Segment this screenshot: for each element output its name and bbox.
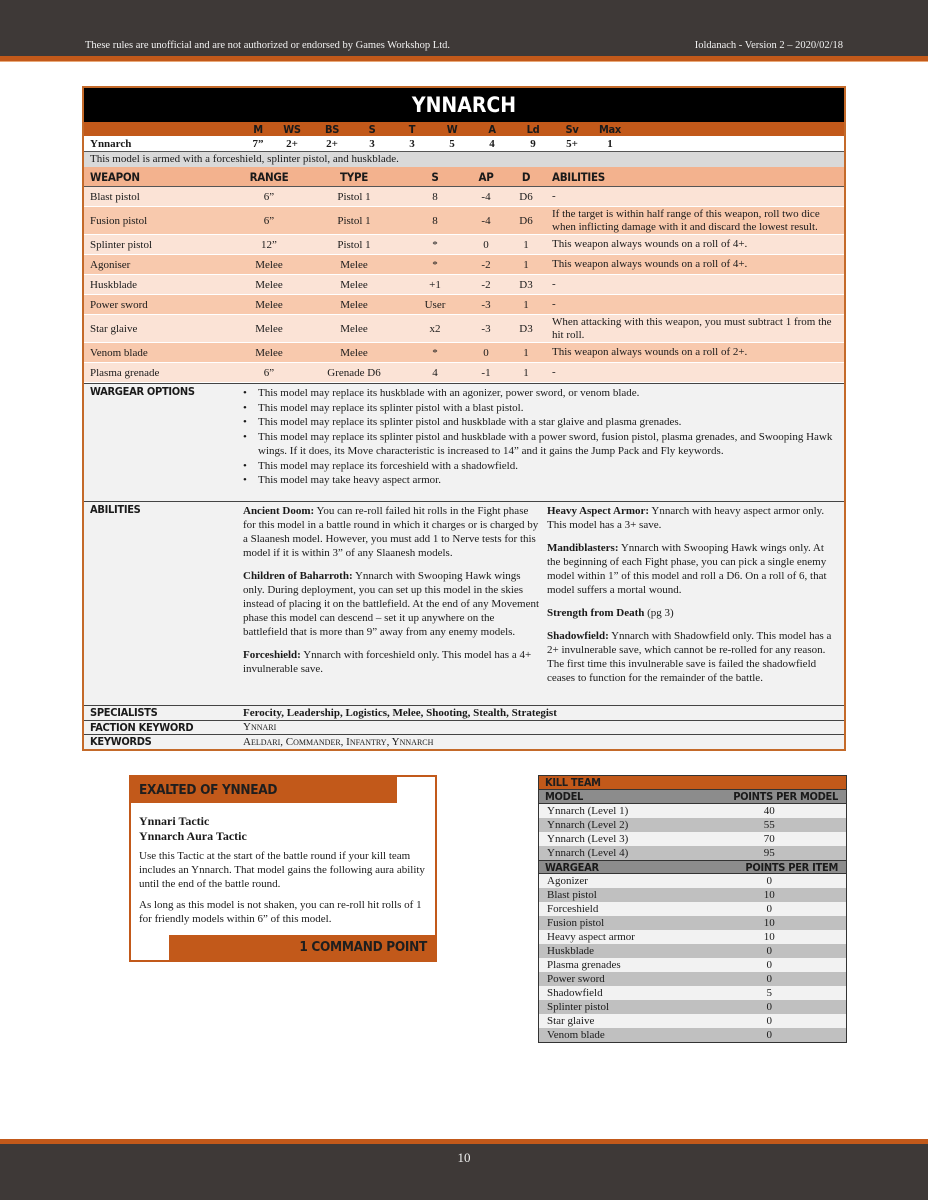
wargear-option: • This model may replace its forceshield with a shadowfield. [241, 459, 839, 474]
model-points-row [539, 818, 846, 832]
weapon-name: Fusion pistol [90, 214, 148, 227]
weapon-strength: * [432, 238, 438, 251]
wargear-points: 10 [763, 917, 775, 929]
ability-text: Ynnarch with Shadowfield only. This model has a 2+ invulnerable save, which cannot be re-rolled for any reason. The first time this invulnerable save is failed the shadowfield ceases to function for the remainder of the battle. [547, 630, 832, 684]
weapon-range: Melee [255, 322, 283, 335]
stat-header-t: T [408, 122, 416, 136]
wargear-points: 0 [766, 903, 772, 915]
weapon-ap: -4 [481, 214, 491, 227]
ability-text: Ynnarch with forceshield only. This model has a 4+ invulnerable save. [243, 649, 532, 675]
wargear-points-row [539, 972, 846, 986]
datasheet-title: YNNARCH [84, 88, 844, 122]
stat-ld: 9 [530, 137, 536, 150]
model-name: Ynnarch (Level 1) [547, 805, 629, 817]
model-name: Ynnarch [90, 137, 132, 150]
weapon-strength: 8 [432, 190, 438, 203]
stat-ws: 2+ [286, 137, 298, 150]
abilities-label: ABILITIES [90, 503, 141, 516]
weapon-header-d: D [521, 169, 531, 184]
header-accent-line [0, 61, 928, 62]
weapon-ap: -2 [481, 278, 491, 291]
weapon-name: Huskblade [90, 278, 138, 291]
wargear-points: 10 [763, 889, 775, 901]
weapon-header-abilities: ABILITIES [552, 169, 605, 184]
stat-header-ld: Ld [526, 122, 540, 136]
specialists-row [84, 705, 844, 720]
wargear-option: • This model may replace its splinter pistol and huskblade with a power sword, fusion pistol, plasma grenades, and Swooping Hawk wings. If it does, its Move characteristic is increased to 14” and it gains the Jump Pack and Fly keywords. [241, 430, 839, 459]
wargear-options-list [239, 384, 839, 501]
points-table [538, 775, 847, 1043]
weapon-range: 6” [263, 214, 275, 227]
tactic-cost: 1 COMMAND POINT [169, 935, 435, 960]
stat-max: 1 [607, 137, 613, 150]
specialists-label: SPECIALISTS [90, 706, 158, 720]
weapon-range: 6” [263, 366, 275, 379]
weapon-strength: 4 [432, 366, 438, 379]
weapon-damage: 1 [523, 238, 529, 251]
wargear-points-row [539, 916, 846, 930]
weapon-damage: 1 [523, 258, 529, 271]
weapon-range: 6” [263, 190, 275, 203]
weapon-row [84, 187, 844, 207]
wargear-option: • This model may replace its huskblade with an agonizer, power sword, or venom blade. [241, 386, 839, 401]
weapon-row [84, 363, 844, 383]
ability-text: Ynnarch with Swooping Hawk wings only. At the beginning of each Fight phase, you can pick a single enemy model within 1” of this model and roll a D6. On a roll of 6, that model suffers a mortal wound. [547, 542, 827, 596]
weapon-range: 12” [261, 238, 277, 251]
model-points: 95 [763, 847, 775, 859]
weapon-type: Melee [340, 346, 368, 359]
tactic-card [129, 775, 437, 962]
wargear-points: 0 [766, 959, 772, 971]
weapon-row [84, 235, 844, 255]
weapon-abilities: This weapon always wounds on a roll of 2+. [552, 346, 748, 358]
weapon-type: Melee [340, 298, 368, 311]
wargear-points: 10 [763, 931, 775, 943]
keywords-value: Aeldari, Commander, Infantry, Ynnarch [243, 735, 434, 748]
weapon-header-ap: AP [478, 169, 494, 184]
wargear-name: Heavy aspect armor [547, 931, 635, 943]
weapon-name: Star glaive [90, 322, 138, 335]
abilities-column-right [547, 502, 839, 705]
weapon-ap: -4 [481, 190, 491, 203]
weapon-header-type: TYPE [340, 169, 368, 184]
stat-header-s: S [368, 122, 376, 136]
page-number: 10 [457, 1150, 471, 1165]
wargear-points: 0 [766, 1001, 772, 1013]
weapon-type: Melee [340, 258, 368, 271]
model-points: 40 [763, 805, 775, 817]
weapon-damage: D6 [519, 190, 533, 203]
wargear-points: 5 [766, 987, 772, 999]
faction-keyword-label: FACTION KEYWORD [90, 720, 194, 734]
wargear-points: 0 [766, 945, 772, 957]
wargear-name: Blast pistol [547, 889, 597, 901]
stat-header-row [84, 122, 844, 136]
weapon-row [84, 275, 844, 295]
weapon-header-row [84, 167, 844, 187]
wargear-name: Huskblade [547, 945, 595, 957]
stat-header-bs: BS [324, 122, 340, 136]
stat-a: 4 [489, 137, 495, 150]
model-points-row [539, 832, 846, 846]
weapon-type: Pistol 1 [337, 214, 371, 227]
ability-strength-from-death [547, 606, 839, 620]
stat-bs: 2+ [326, 137, 338, 150]
wargear-points-row [539, 1028, 846, 1042]
weapon-header-range: RANGE [249, 169, 289, 184]
wargear-points-row [539, 888, 846, 902]
stat-header-ws: WS [283, 122, 301, 136]
weapon-range: Melee [255, 278, 283, 291]
header-version: Ioldanach - Version 2 – 2020/02/18 [694, 40, 843, 51]
stat-w: 5 [449, 137, 455, 150]
weapon-name: Blast pistol [90, 190, 140, 203]
weapon-name: Agoniser [90, 258, 131, 271]
weapon-name: Venom blade [90, 346, 148, 359]
ability-forceshield [243, 648, 541, 676]
wargear-points-row [539, 1000, 846, 1014]
weapon-abilities: - [552, 298, 556, 310]
wargear-option: • This model may replace its splinter pistol with a blast pistol. [241, 401, 839, 416]
stat-header-a: A [488, 122, 496, 136]
wargear-header: WARGEAR [545, 861, 599, 874]
model-points: 55 [763, 819, 775, 831]
weapon-header-s: S [431, 169, 439, 184]
ability-text: Ynnarch with heavy aspect armor only. This model has a 3+ save. [547, 505, 825, 531]
keywords-row [84, 734, 844, 749]
wargear-options-label: WARGEAR OPTIONS [90, 385, 195, 398]
weapon-ap: -2 [481, 258, 491, 271]
stat-sv: 5+ [566, 137, 578, 150]
wargear-points-row [539, 1014, 846, 1028]
tactic-effect: As long as this model is not shaken, you can re-roll hit rolls of 1 for friendly models within 6” of this model. [139, 899, 422, 925]
wargear-points: 0 [766, 973, 772, 985]
wargear-points-row [539, 930, 846, 944]
weapon-name: Plasma grenade [90, 366, 160, 379]
weapon-range: Melee [255, 346, 283, 359]
stat-m: 7” [252, 137, 264, 150]
weapon-row [84, 295, 844, 315]
model-name: Ynnarch (Level 4) [547, 847, 629, 859]
weapon-ap: 0 [483, 238, 489, 251]
weapon-abilities: This weapon always wounds on a roll of 4+. [552, 238, 748, 250]
weapon-damage: D3 [519, 322, 533, 335]
model-points-header-label: POINTS PER MODEL [733, 790, 838, 803]
ability-name: Shadowfield: [547, 630, 609, 642]
wargear-points-row [539, 986, 846, 1000]
weapon-row [84, 255, 844, 275]
header-disclaimer: These rules are unofficial and are not authorized or endorsed by Games Workshop Ltd. [85, 40, 450, 51]
wargear-name: Venom blade [547, 1029, 605, 1041]
weapon-range: Melee [255, 298, 283, 311]
weapon-abilities: - [552, 190, 556, 202]
weapon-abilities: This weapon always wounds on a roll of 4+. [552, 258, 748, 270]
datasheet [82, 86, 846, 751]
ability-name: Mandiblasters: [547, 542, 619, 554]
weapon-type: Pistol 1 [337, 238, 371, 251]
model-name: Ynnarch (Level 3) [547, 833, 629, 845]
keywords-label: KEYWORDS [90, 735, 152, 749]
ability-ancient-doom [243, 504, 541, 560]
wargear-points-row [539, 958, 846, 972]
weapon-ap: -3 [481, 322, 491, 335]
stat-header-max: Max [598, 122, 621, 136]
ability-text: Ynnarch with Swooping Hawk wings only. During deployment, you can set up this model in the skies instead of placing it on the battlefield. At the end of any Movement phase this model can descend – set it up anywhere on the battlefield that is more than 9” away from any enemy models. [243, 570, 540, 638]
wargear-points-header [539, 860, 846, 874]
wargear-name: Agonizer [547, 875, 588, 887]
wargear-points-row [539, 874, 846, 888]
wargear-points: 0 [766, 875, 772, 887]
wargear-name: Forceshield [547, 903, 599, 915]
weapon-name: Splinter pistol [90, 238, 153, 251]
model-header: MODEL [545, 790, 584, 803]
wargear-option: • This model may replace its splinter pistol and huskblade with a star glaive and plasma grenades. [241, 415, 839, 430]
weapon-strength: x2 [429, 322, 441, 335]
points-table-title: KILL TEAM [539, 776, 846, 790]
weapon-strength: * [432, 258, 438, 271]
armed-with-text: This model is armed with a forceshield, splinter pistol, and huskblade. [84, 152, 844, 167]
wargear-name: Power sword [547, 973, 605, 985]
model-points-row [539, 846, 846, 860]
weapon-abilities: If the target is within half range of this weapon, roll two dice when inflicting damage with it and discard the lowest result. [552, 207, 820, 233]
model-points: 70 [763, 833, 775, 845]
weapon-name: Power sword [90, 298, 148, 311]
weapon-ap: -1 [481, 366, 491, 379]
tactic-description: Use this Tactic at the start of the battle round if your kill team includes an Ynnarch. That model gains the following aura ability until the end of the battle round. [139, 850, 425, 890]
wargear-name: Plasma grenades [547, 959, 621, 971]
weapon-row [84, 207, 844, 235]
wargear-option: • This model may take heavy aspect armor. [241, 473, 839, 488]
ability-text: (pg 3) [647, 607, 674, 619]
stat-header-w: W [446, 122, 458, 136]
weapon-damage: D3 [519, 278, 533, 291]
wargear-options-section [84, 383, 844, 501]
wargear-name: Fusion pistol [547, 917, 605, 929]
weapon-header-weapon: WEAPON [90, 169, 140, 184]
ability-children-of-baharroth [243, 569, 541, 639]
weapon-damage: 1 [523, 346, 529, 359]
faction-keyword-value: Ynnari [243, 721, 277, 734]
stat-header-m: M [253, 122, 263, 136]
wargear-points: 0 [766, 1029, 772, 1041]
ability-name: Heavy Aspect Armor: [547, 505, 650, 517]
specialists-value: Ferocity, Leadership, Logistics, Melee, Shooting, Stealth, Strategist [243, 706, 557, 719]
weapon-type: Melee [340, 278, 368, 291]
faction-keyword-row [84, 720, 844, 735]
ability-name: Forceshield: [243, 649, 301, 661]
weapon-ap: 0 [483, 346, 489, 359]
weapon-ap: -3 [481, 298, 491, 311]
model-points-row [539, 804, 846, 818]
weapon-abilities: - [552, 278, 556, 290]
ability-text: You can re-roll failed hit rolls in the Fight phase for this model in a battle round in which it charges or is charged by a Slaanesh model. However, you must add 1 to Nerve tests for this model if it is within 3” of any Slaanesh models. [243, 505, 539, 559]
weapon-strength: User [424, 298, 446, 311]
ability-name: Children of Baharroth: [243, 570, 353, 582]
weapon-strength: +1 [429, 278, 441, 291]
ability-name: Ancient Doom: [243, 505, 315, 517]
weapon-row [84, 315, 844, 343]
stat-values-row [84, 136, 844, 152]
ability-mandiblasters [547, 541, 839, 597]
wargear-points-header-label: POINTS PER ITEM [745, 861, 838, 874]
tactic-type: Ynnari Tactic [139, 814, 210, 828]
ability-shadowfield [547, 629, 839, 685]
weapon-strength: 8 [432, 214, 438, 227]
wargear-points-row [539, 944, 846, 958]
tactic-title: EXALTED OF YNNEAD [131, 777, 397, 803]
wargear-name: Star glaive [547, 1015, 595, 1027]
weapon-type: Grenade D6 [327, 366, 381, 379]
weapon-damage: 1 [523, 366, 529, 379]
tactic-name: Ynnarch Aura Tactic [139, 829, 247, 843]
ability-name: Strength from Death [547, 607, 645, 619]
stat-header-sv: Sv [565, 122, 579, 136]
model-name: Ynnarch (Level 2) [547, 819, 629, 831]
stat-t: 3 [409, 137, 415, 150]
weapon-range: Melee [255, 258, 283, 271]
abilities-section [84, 501, 844, 705]
model-points-header [539, 790, 846, 804]
weapon-damage: 1 [523, 298, 529, 311]
weapon-row [84, 343, 844, 363]
weapon-damage: D6 [519, 214, 533, 227]
weapon-abilities: When attacking with this weapon, you must subtract 1 from the hit roll. [552, 315, 832, 341]
abilities-column-left [243, 502, 541, 705]
weapon-type: Pistol 1 [337, 190, 371, 203]
stat-s: 3 [369, 137, 375, 150]
wargear-name: Splinter pistol [547, 1001, 610, 1013]
weapon-strength: * [432, 346, 438, 359]
wargear-points: 0 [766, 1015, 772, 1027]
wargear-name: Shadowfield [547, 987, 603, 999]
wargear-points-row [539, 902, 846, 916]
weapon-type: Melee [340, 322, 368, 335]
weapon-abilities: - [552, 366, 556, 378]
ability-heavy-aspect-armor [547, 504, 839, 532]
